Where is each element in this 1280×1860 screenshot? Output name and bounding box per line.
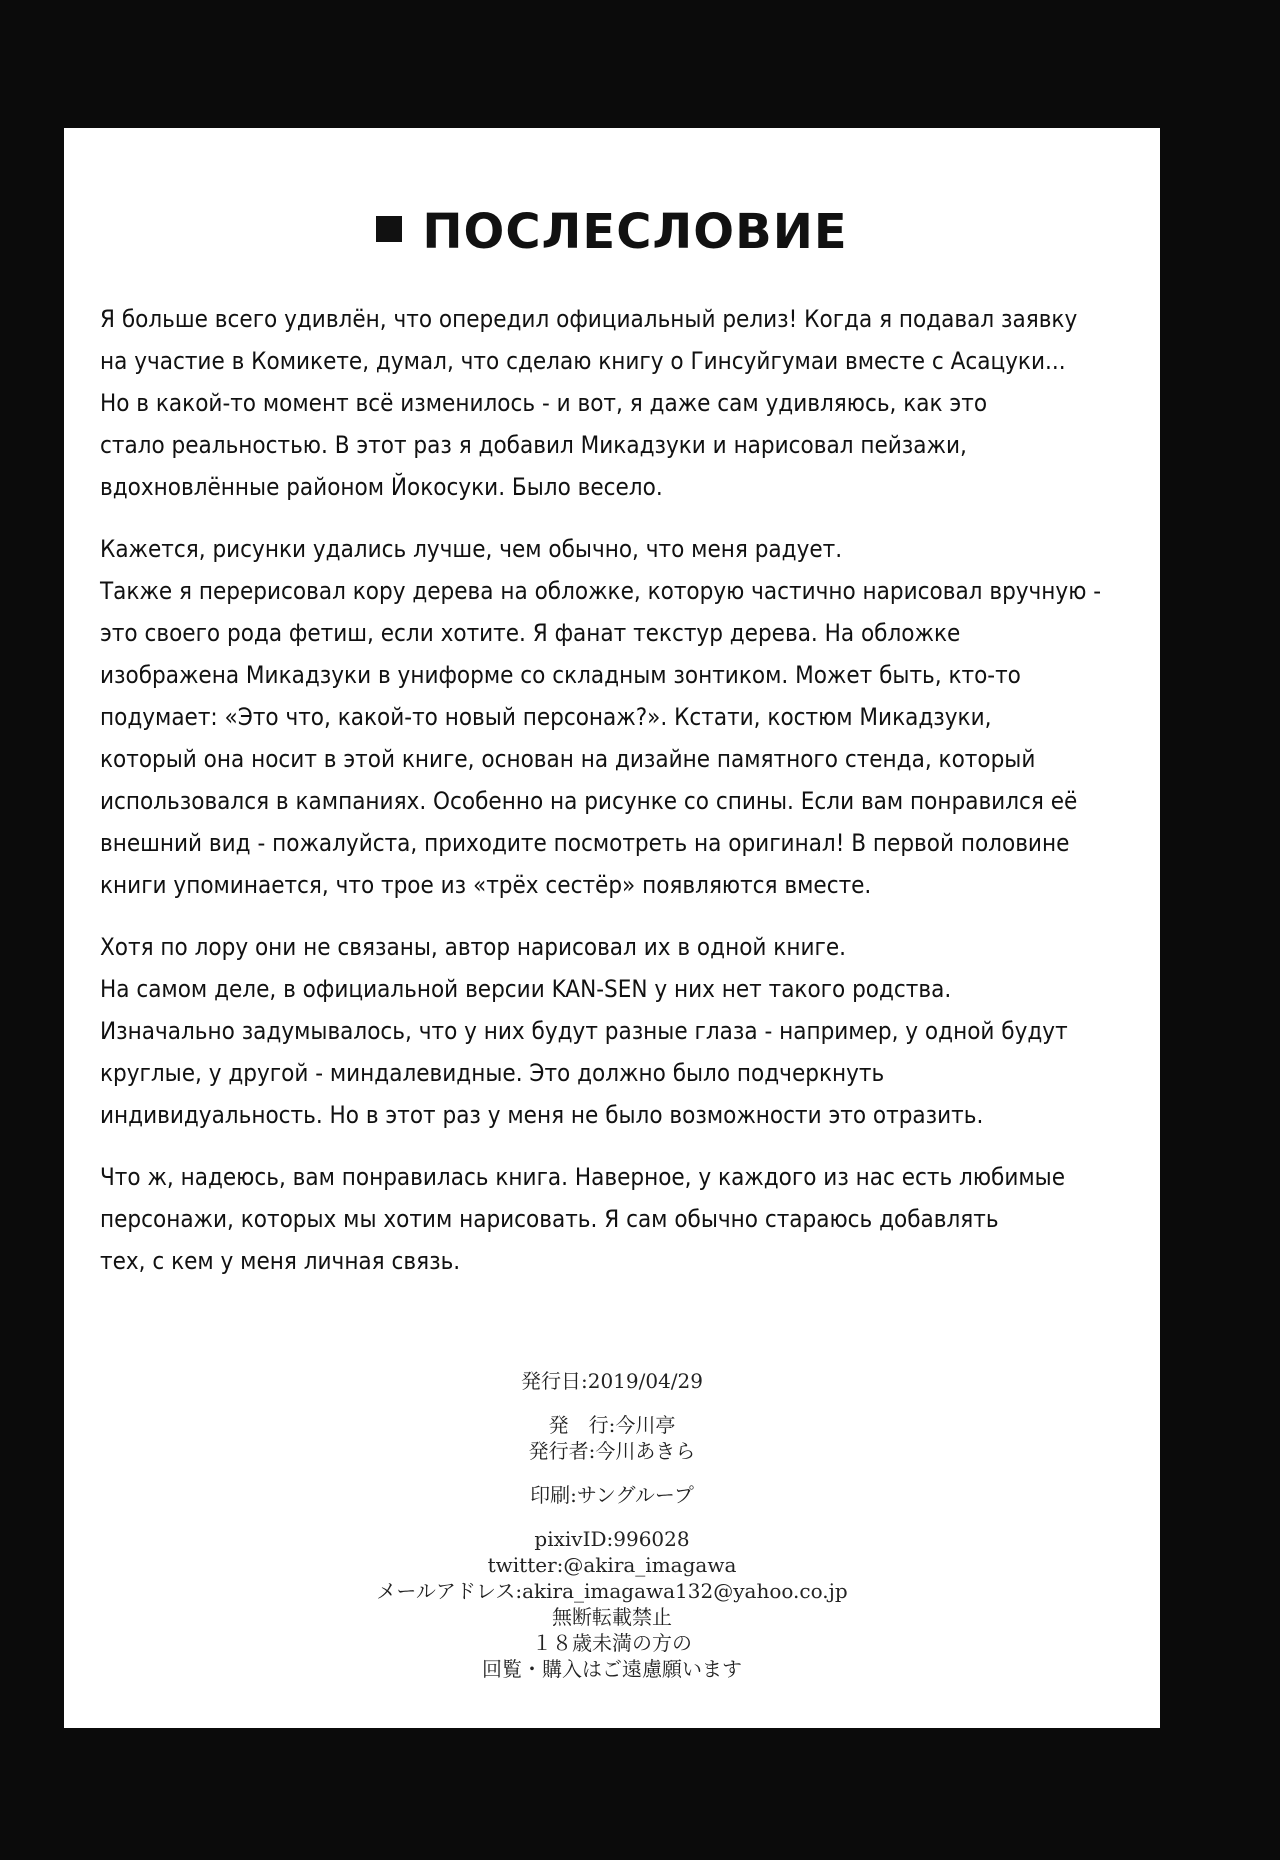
age-notice-line-1: １８歳未満の方の [532, 1631, 692, 1655]
text-line: Но в какой-то момент всё изменилось - и вот, я даже сам удивляюсь, как это [100, 389, 988, 417]
issue-date: 発行日:2019/04/29 [520, 1369, 703, 1393]
text-line: индивидуальность. Но в этот раз у меня не было возможности это отразить. [100, 1101, 984, 1129]
text-line: На самом деле, в официальной версии KAN-SEN у них нет такого родства. [100, 975, 952, 1003]
text-line: книги упоминается, что трое из «трёх сестёр» появляются вместе. [100, 871, 872, 899]
no-reprint-notice: 無断転載禁止 [552, 1605, 672, 1629]
publisher: 発 行:今川亭 [548, 1413, 676, 1437]
paragraph [100, 528, 1128, 906]
text-line: изображена Микадзуки в униформе со складным зонтиком. Может быть, кто-то [100, 661, 1021, 689]
pixiv-id: pixivID:996028 [534, 1527, 690, 1551]
text-line: использовался в кампаниях. Особенно на рисунке со спины. Если вам понравился её [100, 787, 1078, 815]
issuer: 発行者:今川あきら [528, 1439, 696, 1463]
text-line: стало реальностью. В этот раз я добавил Микадзуки и нарисовал пейзажи, [100, 431, 967, 459]
text-line: Хотя по лору они не связаны, автор нарисовал их в одной книге. [100, 933, 846, 961]
text-line: вдохновлённые районом Йокосуки. Было весело. [100, 473, 663, 501]
afterword-body [100, 298, 1128, 1302]
square-bullet-icon [376, 216, 402, 242]
text-line: внешний вид - пожалуйста, приходите посмотреть на оригинал! В первой половине [100, 829, 1070, 857]
text-line: который она носит в этой книге, основан на дизайне памятного стенда, который [100, 745, 1036, 773]
colophon [64, 1368, 1160, 1682]
text-line: Также я перерисовал кору дерева на обложке, которую частично нарисовал вручную - [100, 577, 1102, 605]
text-line: тех, с кем у меня личная связь. [100, 1247, 461, 1275]
age-notice-line-2: 回覧・購入はご遠慮願います [482, 1657, 742, 1681]
afterword-page [64, 128, 1160, 1728]
email-address: メールアドレス:akira_imagawa132@yahoo.co.jp [376, 1579, 848, 1603]
paragraph [100, 298, 1128, 508]
text-line: круглые, у другой - миндалевидные. Это должно было подчеркнуть [100, 1059, 885, 1087]
text-line: Изначально задумывалось, что у них будут разные глаза - например, у одной будут [100, 1017, 1068, 1045]
afterword-title: ПОСЛЕСЛОВИЕ [422, 204, 848, 260]
text-line: это своего рода фетиш, если хотите. Я фанат текстур дерева. На обложке [100, 619, 961, 647]
printer: 印刷:サングループ [530, 1483, 694, 1507]
text-line: подумает: «Это что, какой-то новый персонаж?». Кстати, костюм Микадзуки, [100, 703, 992, 731]
paragraph [100, 1156, 1128, 1282]
twitter-handle: twitter:@akira_imagawa [487, 1553, 737, 1577]
text-line: Кажется, рисунки удались лучше, чем обычно, что меня радует. [100, 535, 843, 563]
paragraph [100, 926, 1128, 1136]
text-line: Что ж, надеюсь, вам понравилась книга. Наверное, у каждого из нас есть любимые [100, 1163, 1066, 1191]
text-line: персонажи, которых мы хотим нарисовать. Я сам обычно стараюсь добавлять [100, 1205, 999, 1233]
text-line: на участие в Комикете, думал, что сделаю книгу о Гинсуйгумаи вместе с Асацуки... [100, 347, 1066, 375]
afterword-heading [64, 204, 1160, 260]
text-line: Я больше всего удивлён, что опередил официальный релиз! Когда я подавал заявку [100, 305, 1078, 333]
